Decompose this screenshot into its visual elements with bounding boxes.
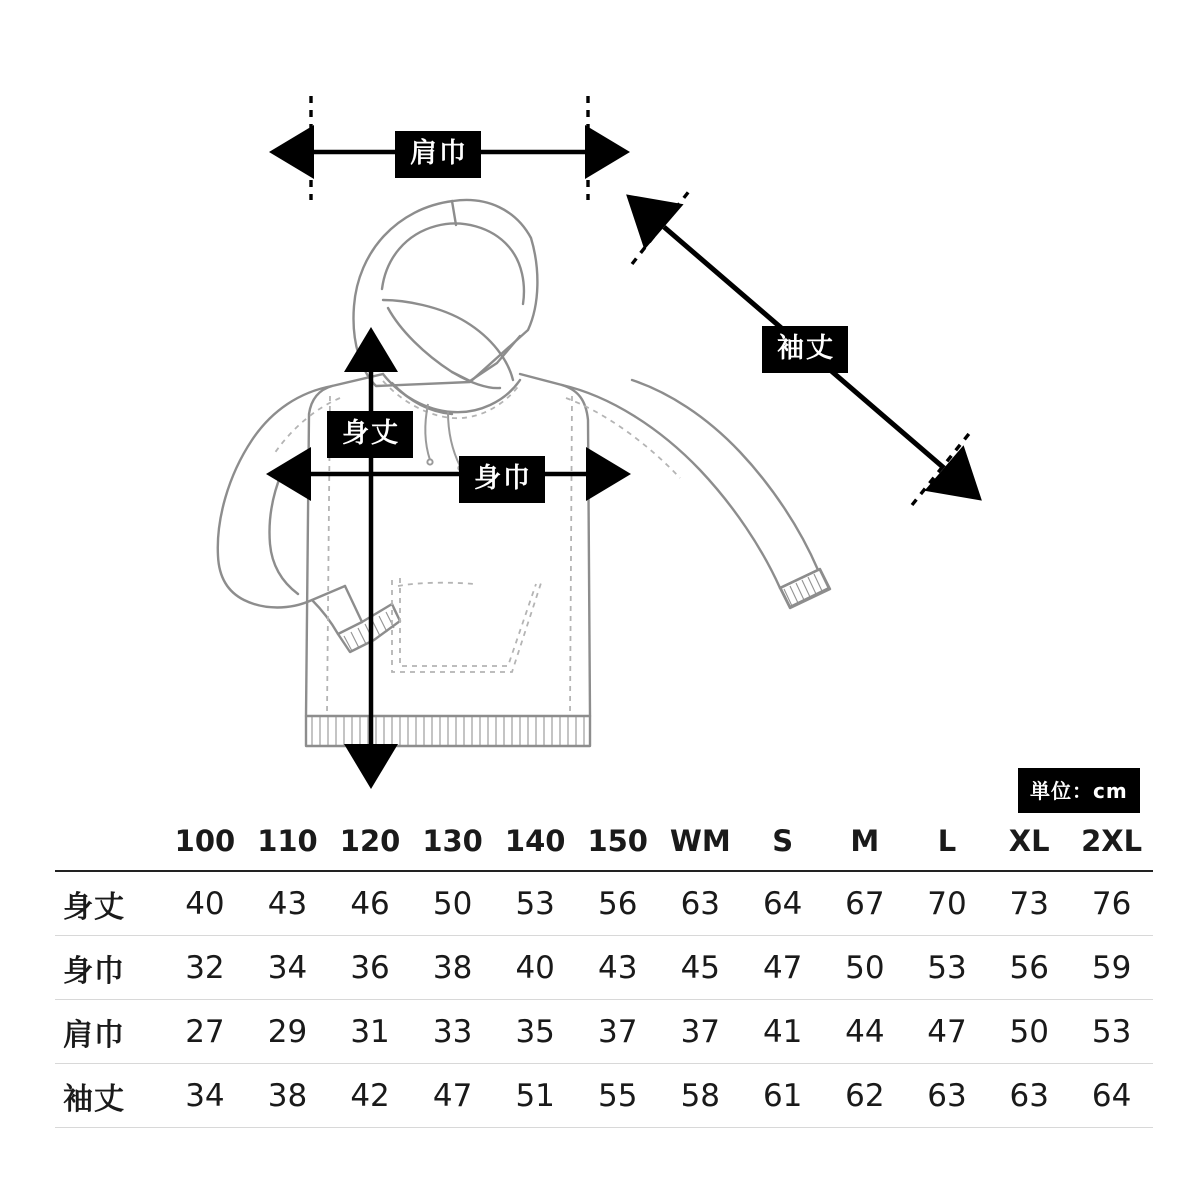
cell-body-length-120: 46 bbox=[329, 871, 412, 936]
cell-shoulder-width-m: 44 bbox=[824, 1000, 906, 1064]
cell-shoulder-width-110: 29 bbox=[246, 1000, 329, 1064]
row-header-shoulder-width: 肩巾 bbox=[55, 1000, 164, 1064]
cell-sleeve-length-s: 61 bbox=[742, 1064, 824, 1128]
table-corner-cell bbox=[55, 812, 164, 871]
cell-body-width-s: 47 bbox=[742, 936, 824, 1000]
cell-body-length-130: 50 bbox=[411, 871, 494, 936]
cell-shoulder-width-s: 41 bbox=[742, 1000, 824, 1064]
cell-body-length-xl: 73 bbox=[988, 871, 1070, 936]
column-header-130: 130 bbox=[411, 812, 494, 871]
cell-sleeve-length-l: 63 bbox=[906, 1064, 988, 1128]
cell-sleeve-length-xl: 63 bbox=[988, 1064, 1070, 1128]
column-header-140: 140 bbox=[494, 812, 577, 871]
cell-shoulder-width-2xl: 53 bbox=[1070, 1000, 1153, 1064]
dimension-label-sleeve-length: 袖丈 bbox=[762, 326, 848, 373]
cell-body-width-wm: 45 bbox=[659, 936, 742, 1000]
cell-sleeve-length-wm: 58 bbox=[659, 1064, 742, 1128]
column-header-l: L bbox=[906, 812, 988, 871]
cell-body-length-m: 67 bbox=[824, 871, 906, 936]
table-header-row bbox=[55, 812, 1153, 871]
cell-body-width-100: 32 bbox=[164, 936, 247, 1000]
cell-sleeve-length-110: 38 bbox=[246, 1064, 329, 1128]
column-header-150: 150 bbox=[576, 812, 659, 871]
cell-shoulder-width-xl: 50 bbox=[988, 1000, 1070, 1064]
unit-badge: 単位：cm bbox=[1018, 768, 1140, 813]
cell-body-length-s: 64 bbox=[742, 871, 824, 936]
dimension-label-body-width: 身巾 bbox=[459, 456, 545, 503]
dimension-label-body-length: 身丈 bbox=[327, 411, 413, 458]
column-header-xl: XL bbox=[988, 812, 1070, 871]
cell-shoulder-width-120: 31 bbox=[329, 1000, 412, 1064]
cell-sleeve-length-140: 51 bbox=[494, 1064, 577, 1128]
table-row bbox=[55, 871, 1153, 936]
cell-shoulder-width-150: 37 bbox=[576, 1000, 659, 1064]
cell-shoulder-width-l: 47 bbox=[906, 1000, 988, 1064]
table-row bbox=[55, 936, 1153, 1000]
column-header-100: 100 bbox=[164, 812, 247, 871]
column-header-m: M bbox=[824, 812, 906, 871]
cell-body-width-120: 36 bbox=[329, 936, 412, 1000]
column-header-2xl: 2XL bbox=[1070, 812, 1153, 871]
row-header-body-length: 身丈 bbox=[55, 871, 164, 936]
row-header-body-width: 身巾 bbox=[55, 936, 164, 1000]
cell-body-length-2xl: 76 bbox=[1070, 871, 1153, 936]
cell-body-width-140: 40 bbox=[494, 936, 577, 1000]
column-header-wm: WM bbox=[659, 812, 742, 871]
column-header-s: S bbox=[742, 812, 824, 871]
cell-body-width-130: 38 bbox=[411, 936, 494, 1000]
cell-shoulder-width-140: 35 bbox=[494, 1000, 577, 1064]
cell-body-width-110: 34 bbox=[246, 936, 329, 1000]
cell-body-width-m: 50 bbox=[824, 936, 906, 1000]
table-row bbox=[55, 1000, 1153, 1064]
cell-shoulder-width-130: 33 bbox=[411, 1000, 494, 1064]
table-row bbox=[55, 1064, 1153, 1128]
cell-body-length-150: 56 bbox=[576, 871, 659, 936]
cell-body-length-wm: 63 bbox=[659, 871, 742, 936]
cell-body-width-l: 53 bbox=[906, 936, 988, 1000]
column-header-120: 120 bbox=[329, 812, 412, 871]
size-chart-table bbox=[55, 812, 1153, 1128]
cell-shoulder-width-wm: 37 bbox=[659, 1000, 742, 1064]
cell-sleeve-length-100: 34 bbox=[164, 1064, 247, 1128]
cell-sleeve-length-130: 47 bbox=[411, 1064, 494, 1128]
cell-body-length-140: 53 bbox=[494, 871, 577, 936]
cell-body-width-xl: 56 bbox=[988, 936, 1070, 1000]
dimension-label-shoulder-width: 肩巾 bbox=[395, 131, 481, 178]
cell-body-width-2xl: 59 bbox=[1070, 936, 1153, 1000]
cell-shoulder-width-100: 27 bbox=[164, 1000, 247, 1064]
cell-sleeve-length-2xl: 64 bbox=[1070, 1064, 1153, 1128]
cell-body-width-150: 43 bbox=[576, 936, 659, 1000]
cell-sleeve-length-m: 62 bbox=[824, 1064, 906, 1128]
row-header-sleeve-length: 袖丈 bbox=[55, 1064, 164, 1128]
cell-sleeve-length-120: 42 bbox=[329, 1064, 412, 1128]
cell-body-length-100: 40 bbox=[164, 871, 247, 936]
cell-sleeve-length-150: 55 bbox=[576, 1064, 659, 1128]
column-header-110: 110 bbox=[246, 812, 329, 871]
cell-body-length-110: 43 bbox=[246, 871, 329, 936]
cell-body-length-l: 70 bbox=[906, 871, 988, 936]
